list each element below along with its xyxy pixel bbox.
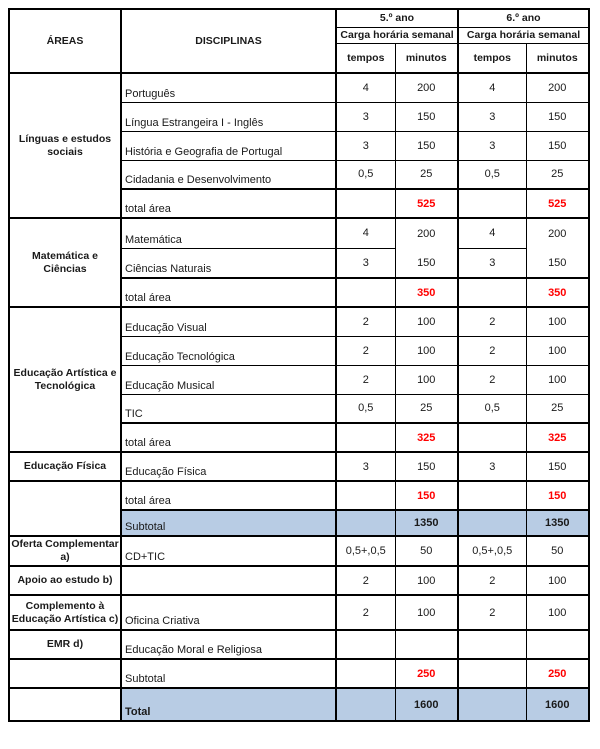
subject-name: Matemática xyxy=(121,218,336,248)
grand-total-tempos-6 xyxy=(458,688,526,721)
subject-name: Ciências Naturais xyxy=(121,248,336,278)
area-label: Complemento à Educação Artística c) xyxy=(9,595,121,630)
total-minutos-6: 325 xyxy=(526,423,589,452)
minutos-5: 50 xyxy=(395,536,458,566)
total-tempos-6 xyxy=(458,481,526,510)
header-areas: ÁREAS xyxy=(9,9,121,73)
tempos-6: 2 xyxy=(458,336,526,365)
curriculum-table xyxy=(8,8,590,722)
subject-name: Educação Moral e Religiosa xyxy=(121,630,336,659)
subtotal-minutos-6: 1350 xyxy=(526,510,589,536)
area-label: Línguas e estudos sociais xyxy=(9,73,121,218)
area-label: EMR d) xyxy=(9,630,121,659)
subject-name: História e Geografia de Portugal xyxy=(121,131,336,160)
minutos-6: 200 xyxy=(548,227,567,240)
header-year-6: 6.º ano xyxy=(458,9,589,27)
tempos-6: 0,5 xyxy=(458,160,526,189)
subtotal-tempos-6 xyxy=(458,659,526,688)
total-tempos-6 xyxy=(458,278,526,307)
total-minutos-6: 525 xyxy=(526,189,589,218)
minutos-5 xyxy=(395,630,458,659)
minutos-5: 150 xyxy=(395,102,458,131)
minutos-6 xyxy=(526,630,589,659)
subtotal-minutos-5: 250 xyxy=(395,659,458,688)
header-tempos-6: tempos xyxy=(458,43,526,73)
minutos-6: 200 xyxy=(526,73,589,102)
minutos-5: 100 xyxy=(395,365,458,394)
total-area-label: total área xyxy=(121,481,336,510)
area-label: Educação Artística e Tecnológica xyxy=(9,307,121,452)
subtotal-label: Subtotal xyxy=(121,510,336,536)
tempos-6: 3 xyxy=(458,248,526,278)
minutos-6-merged xyxy=(526,218,589,278)
total-minutos-6: 150 xyxy=(526,481,589,510)
area-label: Matemática e Ciências xyxy=(9,218,121,307)
header-disciplinas: DISCIPLINAS xyxy=(121,9,336,73)
area-label-empty xyxy=(9,659,121,688)
total-tempos-5 xyxy=(336,481,395,510)
tempos-6: 2 xyxy=(458,307,526,336)
minutos-5: 200 xyxy=(417,227,436,240)
tempos-5: 3 xyxy=(336,452,395,481)
minutos-6: 25 xyxy=(526,394,589,423)
tempos-6: 2 xyxy=(458,566,526,595)
subject-name: Educação Visual xyxy=(121,307,336,336)
tempos-5: 4 xyxy=(336,218,395,248)
minutos-5: 150 xyxy=(395,131,458,160)
minutos-6: 150 xyxy=(526,452,589,481)
subject-name: TIC xyxy=(121,394,336,423)
tempos-5: 2 xyxy=(336,595,395,630)
subject-name: Educação Musical xyxy=(121,365,336,394)
tempos-6: 3 xyxy=(458,102,526,131)
grand-total-minutos-6: 1600 xyxy=(526,688,589,721)
total-area-label: total área xyxy=(121,423,336,452)
subject-name: Educação Tecnológica xyxy=(121,336,336,365)
tempos-6: 4 xyxy=(458,73,526,102)
minutos-5: 100 xyxy=(395,595,458,630)
total-minutos-5: 325 xyxy=(395,423,458,452)
tempos-6: 2 xyxy=(458,595,526,630)
minutos-6: 100 xyxy=(526,336,589,365)
minutos-5: 200 xyxy=(395,73,458,102)
tempos-5: 2 xyxy=(336,566,395,595)
subtotal-tempos-5 xyxy=(336,510,395,536)
minutos-5: 100 xyxy=(395,307,458,336)
subject-name xyxy=(121,566,336,595)
minutos-5: 150 xyxy=(395,452,458,481)
tempos-6: 3 xyxy=(458,452,526,481)
subtotal-minutos-6: 250 xyxy=(526,659,589,688)
tempos-6: 4 xyxy=(458,218,526,248)
minutos-6: 50 xyxy=(526,536,589,566)
tempos-5: 0,5 xyxy=(336,394,395,423)
tempos-5: 2 xyxy=(336,336,395,365)
minutos-5: 100 xyxy=(395,566,458,595)
subtotal-label: Subtotal xyxy=(121,659,336,688)
total-tempos-5 xyxy=(336,189,395,218)
grand-total-minutos-5: 1600 xyxy=(395,688,458,721)
subtotal-minutos-5: 1350 xyxy=(395,510,458,536)
subject-name: CD+TIC xyxy=(121,536,336,566)
minutos-6: 100 xyxy=(526,566,589,595)
tempos-5: 0,5 xyxy=(336,160,395,189)
minutos-6: 100 xyxy=(526,595,589,630)
minutos-5: 25 xyxy=(395,394,458,423)
tempos-6: 2 xyxy=(458,365,526,394)
area-label: Apoio ao estudo b) xyxy=(9,566,121,595)
header-minutos-6: minutos xyxy=(526,43,589,73)
subject-name: Cidadania e Desenvolvimento xyxy=(121,160,336,189)
header-year-5: 5.º ano xyxy=(336,9,458,27)
minutos-5: 25 xyxy=(395,160,458,189)
minutos-5: 100 xyxy=(395,336,458,365)
header-carga-6: Carga horária semanal xyxy=(458,27,589,43)
header-carga-5: Carga horária semanal xyxy=(336,27,458,43)
minutos-5-merged xyxy=(395,218,458,278)
minutos-6: 100 xyxy=(526,307,589,336)
total-minutos-5: 150 xyxy=(395,481,458,510)
area-label: Educação Física xyxy=(9,452,121,481)
minutos-6: 150 xyxy=(548,256,567,269)
minutos-6: 150 xyxy=(526,102,589,131)
subtotal-tempos-5 xyxy=(336,659,395,688)
tempos-5: 3 xyxy=(336,102,395,131)
tempos-6 xyxy=(458,630,526,659)
minutos-6: 100 xyxy=(526,365,589,394)
total-tempos-6 xyxy=(458,189,526,218)
total-tempos-5 xyxy=(336,423,395,452)
area-label: Oferta Complementar a) xyxy=(9,536,121,566)
tempos-5: 4 xyxy=(336,73,395,102)
tempos-5: 2 xyxy=(336,307,395,336)
subject-name: Português xyxy=(121,73,336,102)
total-tempos-6 xyxy=(458,423,526,452)
area-label-empty xyxy=(9,688,121,721)
subject-name: Oficina Criativa xyxy=(121,595,336,630)
minutos-5: 150 xyxy=(417,256,436,269)
total-tempos-5 xyxy=(336,278,395,307)
total-minutos-5: 350 xyxy=(395,278,458,307)
total-area-label: total área xyxy=(121,278,336,307)
subject-name: Língua Estrangeira I - Inglês xyxy=(121,102,336,131)
tempos-6: 0,5+,0,5 xyxy=(458,536,526,566)
header-minutos-5: minutos xyxy=(395,43,458,73)
tempos-5 xyxy=(336,630,395,659)
total-minutos-5: 525 xyxy=(395,189,458,218)
total-area-label: total área xyxy=(121,189,336,218)
grand-total-label: Total xyxy=(121,688,336,721)
subject-name: Educação Física xyxy=(121,452,336,481)
area-label-empty xyxy=(9,481,121,536)
tempos-5: 3 xyxy=(336,131,395,160)
tempos-5: 0,5+,0,5 xyxy=(336,536,395,566)
minutos-6: 150 xyxy=(526,131,589,160)
minutos-6: 25 xyxy=(526,160,589,189)
tempos-6: 0,5 xyxy=(458,394,526,423)
tempos-5: 2 xyxy=(336,365,395,394)
total-minutos-6: 350 xyxy=(526,278,589,307)
tempos-6: 3 xyxy=(458,131,526,160)
header-tempos-5: tempos xyxy=(336,43,395,73)
subtotal-tempos-6 xyxy=(458,510,526,536)
tempos-5: 3 xyxy=(336,248,395,278)
grand-total-tempos-5 xyxy=(336,688,395,721)
